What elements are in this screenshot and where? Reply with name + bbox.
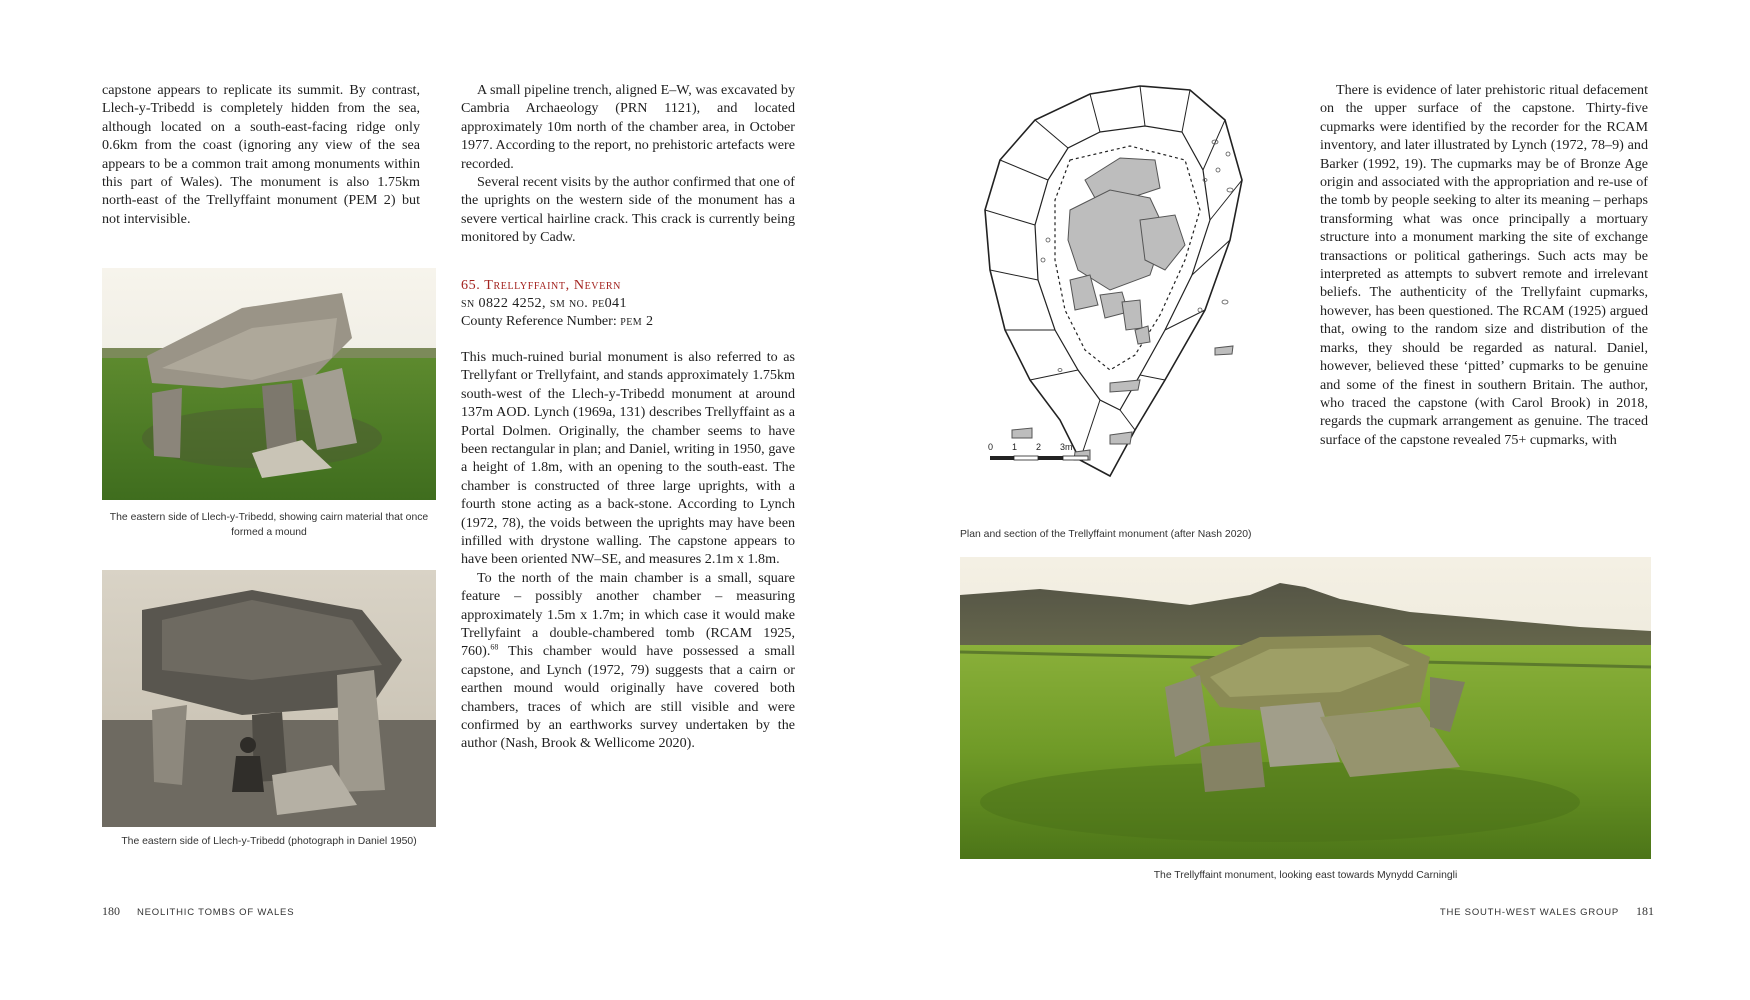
paragraph: Several recent visits by the author confirmed that one of the uprights on the western side of the monument has a severe vertical hairline crack. This crack is currently being monitored by Cadw. xyxy=(461,174,795,246)
site-plan-drawing xyxy=(960,80,1290,490)
scale-label-3: 3m xyxy=(1060,442,1073,452)
paragraph: To the north of the main chamber is a small, square feature – possibly another chamber – measuring approximately 1.5m x 1.7m; in which case it would make Trellyfaint a double-chambered tomb (RCAM 1925, 760).$^{68}$ This chamber would have possessed a small capstone, and Lynch (1972, 79) suggests that a cairn or earthen mound would originally have covered both chambers, traces of which are still visible and were confirmed by an earthworks survey undertaken by the author (Nash, Brook & Wellicome 2020). xyxy=(461,569,795,752)
scale-label-0: 0 xyxy=(988,442,994,452)
right-footer xyxy=(1440,904,1654,919)
scale-bar xyxy=(990,456,1088,460)
left-col1-text xyxy=(102,81,420,228)
landscape-photo xyxy=(960,557,1651,859)
landscape-caption: The Trellyffaint monument, looking east towards Mynydd Carningli xyxy=(1153,870,1458,881)
entry-heading: 65. Trellyffaint, Nevern xyxy=(461,276,621,293)
stones xyxy=(1012,158,1233,460)
entry-header xyxy=(461,276,795,331)
photo2-caption: The eastern side of Llech-y-Tribedd (photograph in Daniel 1950) xyxy=(121,836,417,847)
page-number: 180 xyxy=(102,904,120,918)
left-footer xyxy=(102,904,294,919)
dolmen-color-photo xyxy=(102,268,436,500)
grid-reference: sn 0822 4252, sm no. pe041 xyxy=(461,295,627,312)
dolmen-historic-photo xyxy=(102,570,436,827)
running-head: THE SOUTH-WEST WALES GROUP xyxy=(1439,907,1619,918)
dolmen-color-image xyxy=(102,268,436,500)
page-number: 181 xyxy=(1636,904,1654,918)
scale-label-2: 2 xyxy=(1036,442,1042,452)
site-plan xyxy=(960,80,1290,490)
paragraph: capstone appears to replicate its summit. By contrast, Llech-y-Tribedd is completely hidden from the sea, although located on a south-east-facing ridge only 0.6km from the coast (ignoring any view of the sea appears to be a common trait among monuments within this part of Wales). The monument is also 1.75km north-east of the Trellyffaint monument (PEM 2) but not intervisible. xyxy=(102,82,420,227)
county-reference: County Reference Number: pem 2 xyxy=(461,313,654,330)
paragraph: This much-ruined burial monument is also referred to as Trellyfant or Trellyfaint, and stands approximately 1.75km south-west of the Llech-y-Tribedd monument at around 137m AOD. Lynch (1969a, 131) describes Trellyffaint as a Portal Dolmen. Originally, the chamber seems to have been rectangular in plan; and Daniel, writing in 1950, gave a height of 1.8m, with an opening to the south-east. The chamber is constructed of three large uprights, with a fourth stone acting as a back-stone. According to Lynch (1972, 78), the voids between the uprights may have been infilled with drystone walling. The capstone appears to have been oriented NW–SE, and measures 2.1m x 1.8m. xyxy=(461,348,795,568)
footnote-ref: 68 xyxy=(490,642,499,652)
scale-label-1: 1 xyxy=(1012,442,1018,452)
left-col2-text xyxy=(461,81,795,753)
photo1-caption: The eastern side of Llech-y-Tribedd, showing cairn material that once formed a mound xyxy=(109,512,429,538)
running-head: NEOLITHIC TOMBS OF WALES xyxy=(137,907,295,918)
paragraph: A small pipeline trench, aligned E–W, was excavated by Cambria Archaeology (PRN 1121), and located approximately 10m north of the chamber area, in October 1977. According to the report, no prehistoric artefacts were recorded. xyxy=(461,82,795,172)
right-col-text xyxy=(1320,81,1648,449)
paragraph: There is evidence of later prehistoric ritual defacement on the upper surface of the capstone. Thirty-five cupmarks were identified by the recorder for the RCAM inventory, and later illustrated by Lynch (1972, 78–9) and Barker (1992, 19). The cupmarks may be of Bronze Age origin and associated with the appropriation and re-use of the tomb by people seeking to alter its meaning – perhaps transforming what was once principally a mortuary structure into a monument marking the site of exchange transactions or political gatherings. Such acts may be interpreted as attempts to subvert remote and irrelevant beliefs. The authenticity of the Trellyfaint cupmarks, however, has been questioned. The RCAM (1925) argued that, owing to the random size and distribution of the marks, they should be regarded as natural. Daniel, however, believed these ‘pitted’ cupmarks to be genuine and some of the finest in southern Britain. The author, who traced the capstone (with Carol Brook) in 2018, regards the cupmark arrangement as genuine. The traced surface of the capstone revealed 75+ cupmarks, with xyxy=(1320,82,1648,448)
dolmen-historic-image xyxy=(102,570,436,827)
landscape-image xyxy=(960,557,1651,859)
plan-caption: Plan and section of the Trellyffaint monument (after Nash 2020) xyxy=(960,529,1252,540)
